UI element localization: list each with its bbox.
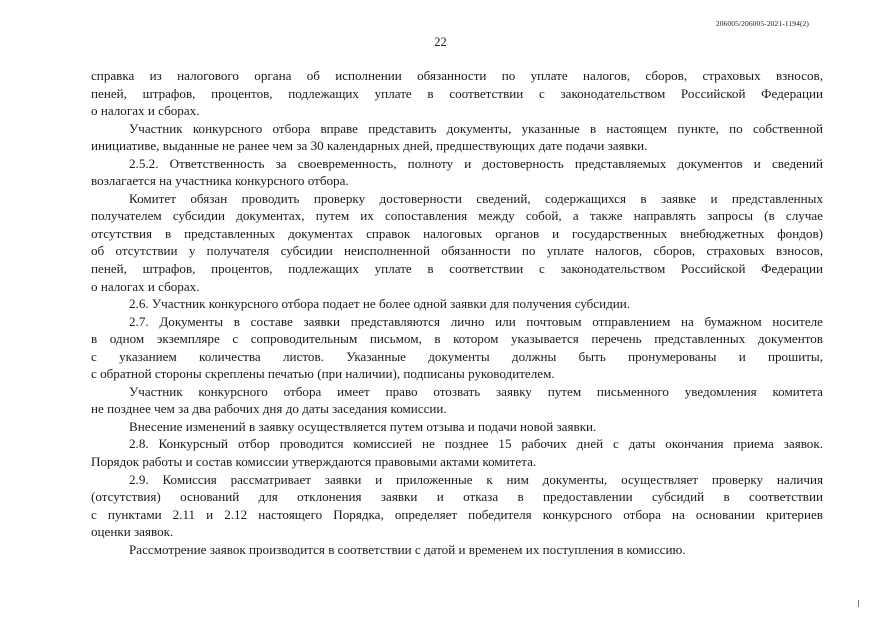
- scan-mark: [858, 600, 859, 607]
- text-line: не позднее чем за два рабочих дня до даты заседания комиссии.: [91, 401, 447, 417]
- text-line: о налогах и сборах.: [91, 278, 200, 294]
- text-line: о налогах и сборах.: [91, 103, 200, 119]
- text-line: с обратной стороны скреплены печатью (при наличии), подписаны руководителем.: [91, 366, 555, 382]
- text-line: инициативе, выданные не ранее чем за 30 календарных дней, предшествующих дате подачи заявки.: [91, 138, 648, 154]
- text-line: 2.7. Документы в составе заявки представляются лично или почтовым отправлением на бумажном носителе: [129, 313, 823, 329]
- text-line: Участник конкурсного отбора имеет право отозвать заявку путем письменного уведомления комитета: [129, 383, 823, 399]
- text-line: с пунктами 2.11 и 2.12 настоящего Порядка, определяет победителя конкурсного отбора на основании критериев: [91, 506, 823, 522]
- text-line: Порядок работы и состав комиссии утверждаются правовыми актами комитета.: [91, 454, 537, 470]
- text-line: отсутствия в представленных документах справок налоговых органов и государственных внебюджетных фондов): [91, 225, 823, 241]
- text-line: (отсутствия) оснований для отклонения заявки и отказа в предоставлении субсидий в соответствии: [91, 489, 823, 505]
- text-line: Комитет обязан проводить проверку достоверности сведений, содержащихся в заявке и представленных: [129, 190, 823, 206]
- text-line: справка из налогового органа об исполнении обязанности по уплате налогов, сборов, страховых взносов,: [91, 68, 823, 83]
- text-line: Участник конкурсного отбора вправе представить документы, указанные в настоящем пункте, по собственной: [129, 120, 823, 136]
- text-line: пеней, штрафов, процентов, подлежащих уплате в соответствии с законодательством Российской Федерации: [91, 85, 823, 101]
- text-line: 2.5.2. Ответственность за своевременность, полноту и достоверность представляемых документов и сведений: [129, 155, 823, 171]
- document-code: 206005/206005-2021-1194(2): [715, 19, 809, 28]
- text-line: пеней, штрафов, процентов, подлежащих уплате в соответствии с законодательством Российской Федерации: [91, 261, 823, 277]
- text-line: возлагается на участника конкурсного отбора.: [91, 173, 349, 189]
- text-line: оценки заявок.: [91, 524, 174, 540]
- text-line: об отсутствии у получателя субсидии неисполненной обязанности по уплате налогов, сборов, страховых взносов,: [91, 243, 823, 259]
- text-line: 2.9. Комиссия рассматривает заявки и приложенные к ним документы, осуществляет проверку наличия: [129, 471, 823, 487]
- document-body: [91, 67, 823, 558]
- page-number: 22: [434, 35, 447, 49]
- text-line: 2.6. Участник конкурсного отбора подает не более одной заявки для получения субсидии.: [129, 296, 631, 312]
- text-line: в одном экземпляре с сопроводительным письмом, в котором указывается перечень представленных документов: [91, 331, 823, 347]
- text-line: с указанием количества листов. Указанные документы должны быть пронумерованы и прошиты,: [91, 348, 823, 364]
- text-line: Внесение изменений в заявку осуществляется путем отзыва и подачи новой заявки.: [129, 418, 597, 434]
- text-line: Рассмотрение заявок производится в соответствии с датой и временем их поступления в комиссию.: [129, 541, 686, 557]
- text-line: 2.8. Конкурсный отбор проводится комиссией не позднее 15 рабочих дней с даты окончания приема заявок.: [129, 436, 823, 452]
- text-line: получателем субсидии документах, путем их сопоставления между собой, а также направлять запросы (в случае: [91, 208, 823, 224]
